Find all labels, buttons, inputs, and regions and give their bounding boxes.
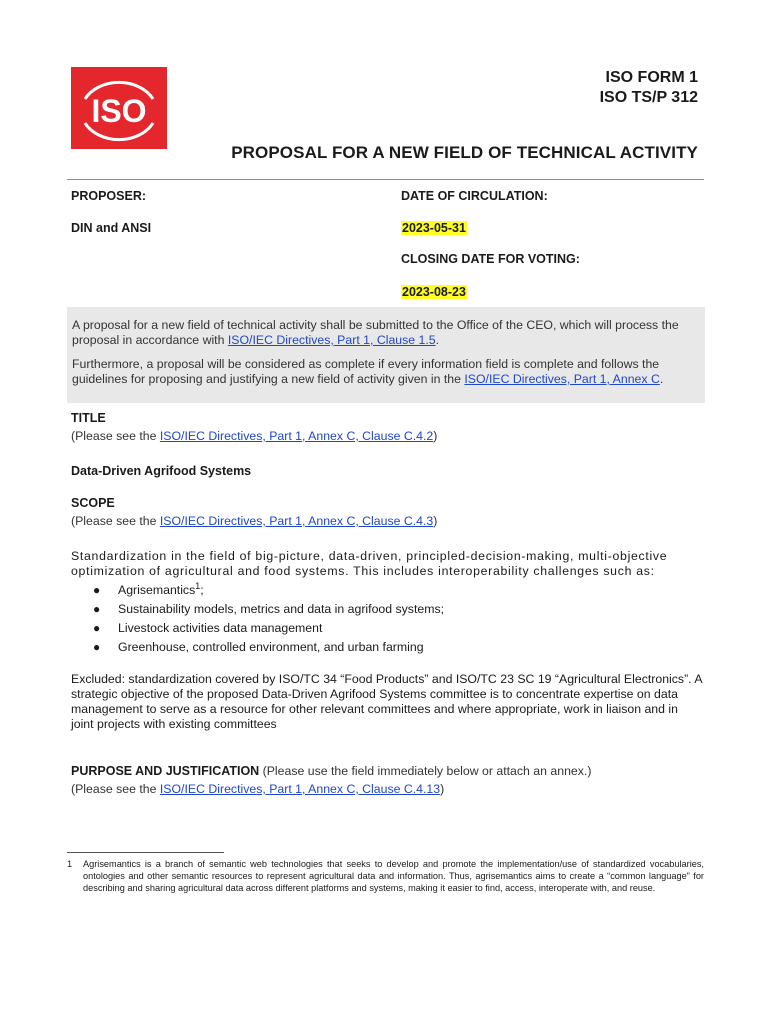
form-code: ISO TS/P 312 xyxy=(599,89,698,106)
list-item xyxy=(71,638,444,657)
notice-p1-end: . xyxy=(435,333,440,347)
circulation-date-highlight: 2023-05-31 xyxy=(402,221,466,235)
page-title: PROPOSAL FOR A NEW FIELD OF TECHNICAL ACTIVITY xyxy=(231,143,698,162)
title-guidance-suffix: ) xyxy=(433,429,438,443)
closing-date-label: CLOSING DATE FOR VOTING: xyxy=(401,252,580,266)
scope-guidance xyxy=(71,514,437,528)
purpose-guidance-prefix: (Please see the xyxy=(71,782,160,796)
bullet-dot: ● xyxy=(93,621,101,635)
bullet-text: Sustainability models, metrics and data in agrifood systems; xyxy=(118,602,445,616)
proposer-label: PROPOSER: xyxy=(71,189,147,203)
bullet-text: Agrisemantics xyxy=(118,583,196,597)
title-divider xyxy=(67,179,704,180)
scope-guidance-prefix: (Please see the xyxy=(71,514,160,528)
title-guidance xyxy=(71,429,437,443)
footnote-divider xyxy=(67,852,224,853)
bullet-dot: ● xyxy=(93,583,101,597)
iso-logo-text: ISO xyxy=(91,93,147,129)
scope-exclusions: Excluded: standardization covered by ISO/TC 34 “Food Products” and ISO/TC 23 SC 19 “Agricultural Electronics”. A strategic objective of the proposed Data-Driven Agrifood Systems committee is to concentrate expertise on data management to serve as a resource for other relevant committees and where appropriate, work in liaison and in joint projects with existing committees xyxy=(71,672,702,731)
directives-annex-c-link[interactable]: ISO/IEC Directives, Part 1, Annex C xyxy=(464,372,660,386)
purpose-guidance xyxy=(71,782,444,796)
purpose-guidance-suffix: ) xyxy=(440,782,445,796)
iso-logo xyxy=(71,67,167,149)
footnote-text: Agrisemantics is a branch of semantic web technologies that seeks to develop and promote the implementation/use of standardized vocabularies, ontologies and other semantic resources to represent agricultural data and information. Thus, agrisemantics aims to create a “common language” for describing and sharing agricultural data across different platforms and systems, making it easier to find, access, interoperate with, and reuse. xyxy=(83,859,704,893)
list-item xyxy=(71,581,444,600)
title-guidance-prefix: (Please see the xyxy=(71,429,160,443)
directives-c-4-13-link[interactable]: ISO/IEC Directives, Part 1, Annex C, Clause C.4.13 xyxy=(159,782,441,796)
notice-paragraph-2 xyxy=(72,357,699,387)
bullet-text: Greenhouse, controlled environment, and urban farming xyxy=(118,640,424,654)
list-item xyxy=(71,600,444,619)
bullet-dot: ● xyxy=(93,640,101,654)
closing-date-highlight: 2023-08-23 xyxy=(402,285,466,299)
scope-guidance-suffix: ) xyxy=(433,514,438,528)
bullet-text: Livestock activities data management xyxy=(118,621,323,635)
footnote xyxy=(67,858,704,894)
proposal-title-value: Data-Driven Agrifood Systems xyxy=(71,464,252,478)
notice-p2-end: . xyxy=(659,372,664,386)
list-item xyxy=(71,619,444,638)
closing-date-value xyxy=(401,285,467,299)
title-heading: TITLE xyxy=(71,411,106,425)
iso-logo-mark xyxy=(71,67,167,149)
directives-c-4-2-link[interactable]: ISO/IEC Directives, Part 1, Annex C, Clause C.4.2 xyxy=(159,429,434,443)
proposer-value: DIN and ANSI xyxy=(71,221,152,235)
scope-heading: SCOPE xyxy=(71,496,115,510)
bullet-tail: ; xyxy=(200,583,204,597)
scope-intro: Standardization in the field of big-picture, data-driven, principled-decision-making, multi-objective optimization of agricultural and food systems. This includes interoperability challenges such as: xyxy=(71,549,668,578)
purpose-heading-line xyxy=(71,764,591,778)
form-identifier xyxy=(600,68,698,108)
notice-p2-text: Furthermore, a proposal will be considered as complete if every information field is complete and follows the guidelines for proposing and justifying a new field of activity given in the xyxy=(72,357,660,386)
notice-p1-text: A proposal for a new field of technical activity shall be submitted to the Office of the CEO, which will process the proposal in accordance with xyxy=(72,318,679,347)
scope-bullet-list xyxy=(71,581,444,657)
bullet-dot: ● xyxy=(93,602,101,616)
purpose-note: (Please use the field immediately below or attach an annex.) xyxy=(259,764,592,778)
purpose-heading: PURPOSE AND JUSTIFICATION xyxy=(71,764,260,778)
notice-paragraph-1 xyxy=(72,318,699,348)
directives-clause-1-5-link[interactable]: ISO/IEC Directives, Part 1, Clause 1.5 xyxy=(227,333,436,347)
footnote-ref: 1 xyxy=(195,580,201,591)
circulation-date-value xyxy=(401,221,467,235)
footnote-number: 1 xyxy=(67,859,73,869)
circulation-date-label: DATE OF CIRCULATION: xyxy=(401,189,548,203)
form-number: ISO FORM 1 xyxy=(605,69,698,86)
submission-notice xyxy=(67,307,705,403)
directives-c-4-3-link[interactable]: ISO/IEC Directives, Part 1, Annex C, Clause C.4.3 xyxy=(159,514,434,528)
